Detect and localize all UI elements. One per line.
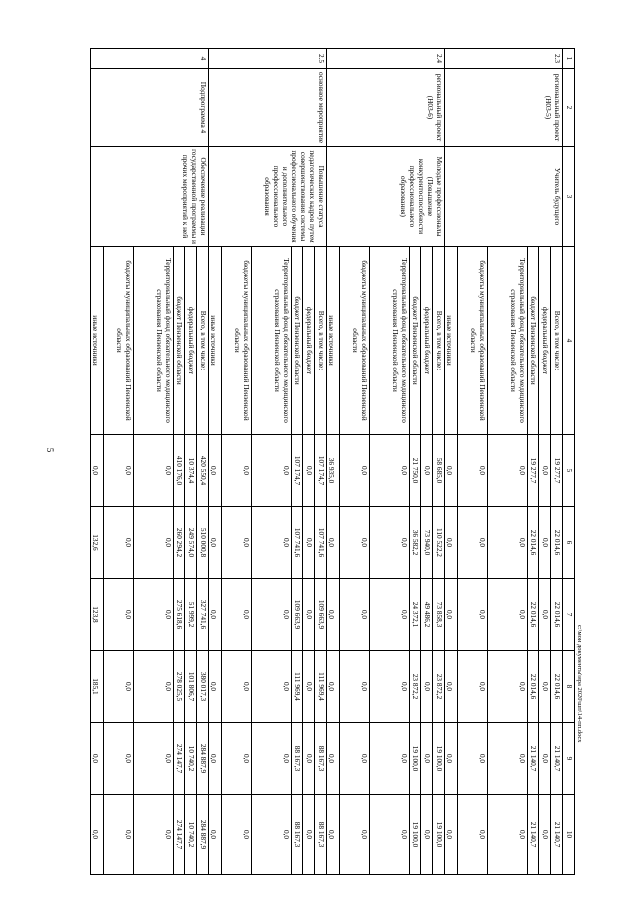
- value-cell: 0,0: [369, 435, 409, 507]
- value-cell: 0,0: [303, 507, 315, 579]
- row-number: 2.5: [209, 49, 327, 69]
- value-cell: 73 940,0: [421, 507, 433, 579]
- funding-source: бюджет Пензенской области: [291, 247, 303, 435]
- value-cell: 19 100,0: [409, 795, 421, 875]
- header-cell: 2: [563, 69, 575, 147]
- value-cell: 0,0: [457, 723, 487, 795]
- row-number: 4: [91, 49, 209, 69]
- value-cell: 36 582,2: [409, 507, 421, 579]
- value-cell: 132,6: [91, 507, 104, 579]
- value-cell: 0,0: [487, 795, 527, 875]
- header-cell: 5: [563, 435, 575, 507]
- funding-source: бюджеты муниципальных образований Пензенской области: [221, 247, 251, 435]
- value-cell: 0,0: [327, 507, 340, 579]
- value-cell: 0,0: [221, 795, 251, 875]
- value-cell: 327 741,6: [197, 579, 209, 651]
- value-cell: 0,0: [487, 651, 527, 723]
- value-cell: 19 100,0: [433, 795, 445, 875]
- funding-source: бюджеты муниципальных образований Пензенской области: [457, 247, 487, 435]
- funding-source: бюджет Пензенской области: [409, 247, 421, 435]
- value-cell: 0,0: [339, 723, 369, 795]
- value-cell: 0,0: [369, 795, 409, 875]
- value-cell: 0,0: [487, 723, 527, 795]
- value-cell: 21 140,7: [551, 723, 563, 795]
- value-cell: 0,0: [487, 507, 527, 579]
- value-cell: 21 140,7: [527, 723, 539, 795]
- header-cell: 9: [563, 723, 575, 795]
- value-cell: 109 663,9: [315, 579, 327, 651]
- value-cell: 284 887,9: [197, 795, 209, 875]
- value-cell: 19 100,0: [433, 723, 445, 795]
- value-cell: 274 147,7: [173, 795, 185, 875]
- value-cell: 0,0: [103, 507, 133, 579]
- value-cell: 0,0: [221, 435, 251, 507]
- value-cell: 0,0: [445, 723, 458, 795]
- value-cell: 284 887,9: [197, 723, 209, 795]
- value-cell: 0,0: [134, 579, 174, 651]
- value-cell: 410 176,0: [173, 435, 185, 507]
- table-row: [315, 49, 327, 875]
- header-row: [563, 49, 575, 875]
- value-cell: 24 372,1: [409, 579, 421, 651]
- header-cell: 3: [563, 147, 575, 247]
- table-row: [433, 49, 445, 875]
- header-cell: 8: [563, 651, 575, 723]
- funding-source: федеральный бюджет: [539, 247, 551, 435]
- value-cell: 0,0: [303, 651, 315, 723]
- value-cell: 0,0: [91, 795, 104, 875]
- value-cell: 22 014,6: [551, 507, 563, 579]
- value-cell: 23 872,2: [409, 651, 421, 723]
- value-cell: 274 147,7: [173, 723, 185, 795]
- value-cell: 0,0: [303, 435, 315, 507]
- table-row: [197, 49, 209, 875]
- funding-source: иные источники: [209, 247, 222, 435]
- value-cell: 101 806,7: [185, 651, 197, 723]
- header-cell: 7: [563, 579, 575, 651]
- value-cell: 0,0: [457, 795, 487, 875]
- value-cell: 0,0: [369, 651, 409, 723]
- value-cell: 0,0: [91, 723, 104, 795]
- row-type: Подпрограмма 4: [91, 69, 209, 147]
- value-cell: 19 277,7: [551, 435, 563, 507]
- value-cell: 249 574,0: [185, 507, 197, 579]
- value-cell: 0,0: [327, 651, 340, 723]
- value-cell: 0,0: [209, 651, 222, 723]
- value-cell: 19 100,0: [409, 723, 421, 795]
- value-cell: 0,0: [327, 579, 340, 651]
- value-cell: 0,0: [221, 723, 251, 795]
- row-name: Молодые профессионалы (Повышение конкурентоспособности профессионального образования): [327, 147, 445, 247]
- row-type: региональный проект (Н03-6): [327, 69, 445, 147]
- value-cell: 10 740,2: [185, 795, 197, 875]
- row-number: 2.3: [445, 49, 563, 69]
- funding-source: Всего, в том числе:: [315, 247, 327, 435]
- value-cell: 58 685,0: [433, 435, 445, 507]
- value-cell: 0,0: [339, 507, 369, 579]
- value-cell: 0,0: [339, 651, 369, 723]
- value-cell: 0,0: [221, 507, 251, 579]
- value-cell: 51 999,2: [185, 579, 197, 651]
- value-cell: 0,0: [209, 579, 222, 651]
- value-cell: 10 740,2: [185, 723, 197, 795]
- value-cell: 111 969,4: [291, 651, 303, 723]
- value-cell: 0,0: [445, 651, 458, 723]
- budget-table: [90, 48, 575, 875]
- funding-source: бюджет Пензенской области: [527, 247, 539, 435]
- value-cell: 0,0: [539, 435, 551, 507]
- funding-source: федеральный бюджет: [421, 247, 433, 435]
- value-cell: 260 294,2: [173, 507, 185, 579]
- value-cell: 0,0: [134, 795, 174, 875]
- funding-source: иные источники: [91, 247, 104, 435]
- value-cell: 0,0: [327, 795, 340, 875]
- value-cell: 0,0: [339, 579, 369, 651]
- value-cell: 111 969,4: [315, 651, 327, 723]
- value-cell: 0,0: [457, 435, 487, 507]
- funding-source: бюджеты муниципальных образований Пензенской области: [103, 247, 133, 435]
- row-name: Обеспечение реализации государственной программы и прочих мероприятий к ней: [91, 147, 209, 247]
- funding-source: иные источники: [327, 247, 340, 435]
- value-cell: 88 167,3: [291, 795, 303, 875]
- value-cell: 0,0: [445, 507, 458, 579]
- value-cell: 0,0: [209, 435, 222, 507]
- value-cell: 107 174,7: [291, 435, 303, 507]
- value-cell: 510 000,8: [197, 507, 209, 579]
- value-cell: 0,0: [539, 795, 551, 875]
- value-cell: 88 167,3: [315, 723, 327, 795]
- value-cell: 0,0: [103, 795, 133, 875]
- value-cell: 0,0: [539, 507, 551, 579]
- value-cell: 36 935,0: [327, 435, 340, 507]
- header-cell: 4: [563, 247, 575, 435]
- value-cell: 107 174,7: [315, 435, 327, 507]
- value-cell: 185,1: [91, 651, 104, 723]
- value-cell: 0,0: [457, 579, 487, 651]
- value-cell: 0,0: [303, 579, 315, 651]
- value-cell: 0,0: [487, 579, 527, 651]
- value-cell: 0,0: [103, 435, 133, 507]
- funding-source: Территориальный фонд обязательного медицинского страхования Пензенской области: [487, 247, 527, 435]
- footer-file-path: c:\мои документы\ира 2020\шп\14-пп.docx: [576, 625, 583, 743]
- funding-source: Всего, в том числе:: [433, 247, 445, 435]
- value-cell: 88 167,3: [315, 795, 327, 875]
- value-cell: 0,0: [209, 795, 222, 875]
- value-cell: 107 741,6: [291, 507, 303, 579]
- value-cell: 0,0: [369, 579, 409, 651]
- value-cell: 0,0: [209, 507, 222, 579]
- value-cell: 22 014,6: [527, 507, 539, 579]
- value-cell: 0,0: [251, 651, 291, 723]
- value-cell: 0,0: [209, 723, 222, 795]
- value-cell: 19 277,7: [527, 435, 539, 507]
- value-cell: 110 522,2: [433, 507, 445, 579]
- value-cell: 10 374,4: [185, 435, 197, 507]
- row-name: Учитель будущего: [445, 147, 563, 247]
- row-name: Повышение статуса педагогических кадров путем совершенствования системы профессионального обучения и дополнительного профессионального образования: [209, 147, 327, 247]
- value-cell: 0,0: [251, 579, 291, 651]
- value-cell: 275 618,6: [173, 579, 185, 651]
- row-type: региональный проект (Н03-5): [445, 69, 563, 147]
- value-cell: 0,0: [421, 795, 433, 875]
- funding-source: Территориальный фонд обязательного медицинского страхования Пензенской области: [134, 247, 174, 435]
- row-number: 2.4: [327, 49, 445, 69]
- value-cell: 109 663,9: [291, 579, 303, 651]
- value-cell: 0,0: [339, 435, 369, 507]
- header-cell: 10: [563, 795, 575, 875]
- value-cell: 0,0: [91, 435, 104, 507]
- value-cell: 0,0: [369, 507, 409, 579]
- value-cell: 0,0: [134, 651, 174, 723]
- funding-source: федеральный бюджет: [303, 247, 315, 435]
- funding-source: Всего, в том числе:: [197, 247, 209, 435]
- value-cell: 0,0: [251, 507, 291, 579]
- value-cell: 0,0: [134, 435, 174, 507]
- value-cell: 278 025,5: [173, 651, 185, 723]
- value-cell: 88 167,3: [291, 723, 303, 795]
- value-cell: 0,0: [221, 651, 251, 723]
- value-cell: 22 014,6: [551, 651, 563, 723]
- value-cell: 21 750,0: [409, 435, 421, 507]
- value-cell: 0,0: [421, 435, 433, 507]
- value-cell: 0,0: [457, 507, 487, 579]
- value-cell: 21 140,7: [551, 795, 563, 875]
- value-cell: 0,0: [251, 795, 291, 875]
- value-cell: 0,0: [539, 579, 551, 651]
- value-cell: 0,0: [134, 723, 174, 795]
- funding-source: иные источники: [445, 247, 458, 435]
- value-cell: 0,0: [539, 723, 551, 795]
- value-cell: 73 858,3: [433, 579, 445, 651]
- value-cell: 0,0: [221, 579, 251, 651]
- value-cell: 22 014,6: [527, 579, 539, 651]
- value-cell: 0,0: [303, 795, 315, 875]
- value-cell: 0,0: [251, 723, 291, 795]
- table-row: [551, 49, 563, 875]
- funding-source: Территориальный фонд обязательного медицинского страхования Пензенской области: [251, 247, 291, 435]
- value-cell: 123,8: [91, 579, 104, 651]
- header-cell: 1: [563, 49, 575, 69]
- funding-source: бюджет Пензенской области: [173, 247, 185, 435]
- value-cell: 0,0: [103, 723, 133, 795]
- value-cell: 0,0: [445, 435, 458, 507]
- funding-source: бюджеты муниципальных образований Пензенской области: [339, 247, 369, 435]
- value-cell: 0,0: [103, 579, 133, 651]
- value-cell: 49 486,2: [421, 579, 433, 651]
- funding-source: Территориальный фонд обязательного медицинского страхования Пензенской области: [369, 247, 409, 435]
- value-cell: 0,0: [251, 435, 291, 507]
- value-cell: 0,0: [457, 651, 487, 723]
- value-cell: 420 550,4: [197, 435, 209, 507]
- funding-source: федеральный бюджет: [185, 247, 197, 435]
- value-cell: 0,0: [327, 723, 340, 795]
- value-cell: 0,0: [539, 651, 551, 723]
- funding-source: Всего, в том числе:: [551, 247, 563, 435]
- value-cell: 0,0: [421, 723, 433, 795]
- value-cell: 0,0: [421, 651, 433, 723]
- value-cell: 22 014,6: [527, 651, 539, 723]
- budget-table-rotated: [90, 48, 575, 874]
- value-cell: 23 872,2: [433, 651, 445, 723]
- value-cell: 380 017,3: [197, 651, 209, 723]
- value-cell: 0,0: [445, 579, 458, 651]
- value-cell: 0,0: [103, 651, 133, 723]
- value-cell: 0,0: [339, 795, 369, 875]
- value-cell: 21 140,7: [527, 795, 539, 875]
- header-cell: 6: [563, 507, 575, 579]
- value-cell: 0,0: [369, 723, 409, 795]
- value-cell: 0,0: [445, 795, 458, 875]
- page-number: 5: [45, 447, 55, 453]
- row-type: основное мероприятие: [209, 69, 327, 147]
- value-cell: 22 014,6: [551, 579, 563, 651]
- value-cell: 107 741,6: [315, 507, 327, 579]
- value-cell: 0,0: [487, 435, 527, 507]
- value-cell: 0,0: [134, 507, 174, 579]
- value-cell: 0,0: [303, 723, 315, 795]
